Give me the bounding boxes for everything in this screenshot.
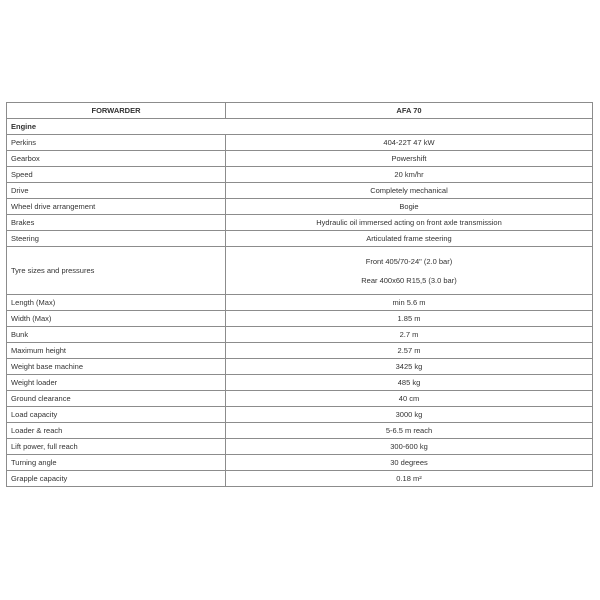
row-label: Length (Max)	[7, 295, 226, 311]
table-row	[7, 423, 593, 439]
row-label: Width (Max)	[7, 311, 226, 327]
row-label: Wheel drive arrangement	[7, 199, 226, 215]
header-value-cell: AFA 70	[226, 103, 593, 119]
rear-tyre-value: Rear 400x60 R15,5 (3.0 bar)	[361, 275, 457, 285]
row-value: 40 cm	[226, 391, 593, 407]
table-row	[7, 295, 593, 311]
row-label: Weight loader	[7, 375, 226, 391]
row-label: Maximum height	[7, 343, 226, 359]
row-value: 485 kg	[226, 375, 593, 391]
row-label: Speed	[7, 167, 226, 183]
table-row	[7, 471, 593, 487]
row-label: Weight base machine	[7, 359, 226, 375]
row-label: Perkins	[7, 135, 226, 151]
table-row	[7, 183, 593, 199]
table-row	[7, 359, 593, 375]
row-label: Brakes	[7, 215, 226, 231]
row-value: 3425 kg	[226, 359, 593, 375]
row-label: Bunk	[7, 327, 226, 343]
row-label: Grapple capacity	[7, 471, 226, 487]
table-header-row	[7, 103, 593, 119]
row-label: Load capacity	[7, 407, 226, 423]
row-label: Gearbox	[7, 151, 226, 167]
table-row	[7, 375, 593, 391]
section-row	[7, 119, 593, 135]
row-label: Ground clearance	[7, 391, 226, 407]
row-label: Steering	[7, 231, 226, 247]
row-value: 2.57 m	[226, 343, 593, 359]
row-value: min 5.6 m	[226, 295, 593, 311]
row-value: 2.7 m	[226, 327, 593, 343]
front-tyre-value: Front 405/70-24" (2.0 bar)	[365, 256, 453, 266]
table-row	[7, 439, 593, 455]
row-value: 3000 kg	[226, 407, 593, 423]
header-label-cell: FORWARDER	[7, 103, 226, 119]
table-row	[7, 151, 593, 167]
section-title: Engine	[7, 119, 593, 135]
table-row	[7, 311, 593, 327]
table-row	[7, 231, 593, 247]
row-label: Turning angle	[7, 455, 226, 471]
row-value: 20 km/hr	[226, 167, 593, 183]
table-row	[7, 199, 593, 215]
table-row	[7, 407, 593, 423]
table-row	[7, 135, 593, 151]
table-row	[7, 455, 593, 471]
row-label: Drive	[7, 183, 226, 199]
table-row	[7, 327, 593, 343]
table-row	[7, 215, 593, 231]
row-value: Completely mechanical	[226, 183, 593, 199]
table-row	[7, 167, 593, 183]
row-label: Lift power, full reach	[7, 439, 226, 455]
table-row	[7, 391, 593, 407]
row-label: Tyre sizes and pressures	[7, 247, 226, 295]
row-value: Hydraulic oil immersed acting on front axle transmission	[226, 215, 593, 231]
table-row	[7, 247, 593, 295]
row-value: Powershift	[226, 151, 593, 167]
row-value: 1.85 m	[226, 311, 593, 327]
row-value: Articulated frame steering	[226, 231, 593, 247]
row-value	[226, 247, 593, 295]
row-label: Loader & reach	[7, 423, 226, 439]
row-value: 5-6.5 m reach	[226, 423, 593, 439]
row-value: 30 degrees	[226, 455, 593, 471]
row-value: 404-22T 47 kW	[226, 135, 593, 151]
row-value: Bogie	[226, 199, 593, 215]
spec-table	[6, 102, 593, 487]
row-value: 300-600 kg	[226, 439, 593, 455]
table-row	[7, 343, 593, 359]
row-value: 0.18 m²	[226, 471, 593, 487]
